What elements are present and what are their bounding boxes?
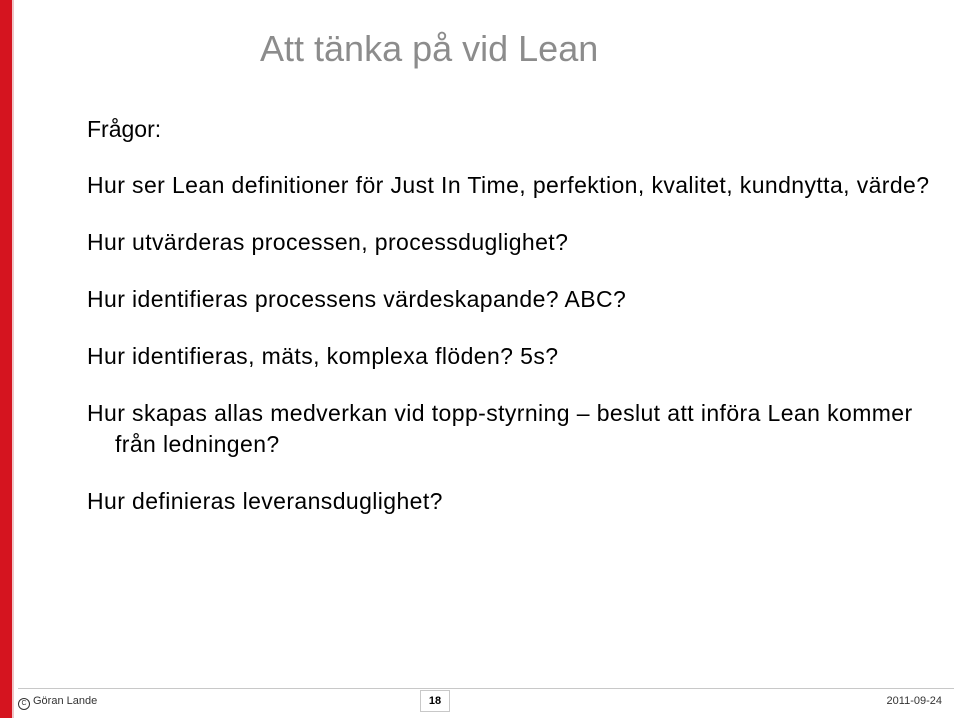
copyright-notice	[18, 695, 97, 710]
question-item: Hur utvärderas processen, processduglighet?	[87, 229, 569, 255]
accent-bar	[0, 0, 12, 718]
footer	[18, 688, 954, 714]
question-item: Hur identifieras processens värdeskapande? ABC?	[87, 286, 627, 312]
question-list	[87, 170, 947, 543]
footer-divider	[18, 688, 954, 689]
slide-date: 2011-09-24	[886, 695, 942, 707]
copyright-icon: C	[18, 698, 30, 710]
author-name: Göran Lande	[33, 695, 98, 707]
question-item: Hur ser Lean definitioner för Just In Time, perfektion, kvalitet, kundnytta, värde?	[87, 172, 930, 198]
page-number: 18	[420, 690, 450, 712]
question-item: Hur skapas allas medverkan vid topp-styrning – beslut att införa Lean kommer från ledningen?	[87, 400, 913, 457]
question-item: Hur definieras leveransduglighet?	[87, 488, 443, 514]
slide-title: Att tänka på vid Lean	[260, 28, 599, 69]
intro-label: Frågor:	[87, 116, 162, 142]
question-item: Hur identifieras, mäts, komplexa flöden? 5s?	[87, 343, 559, 369]
